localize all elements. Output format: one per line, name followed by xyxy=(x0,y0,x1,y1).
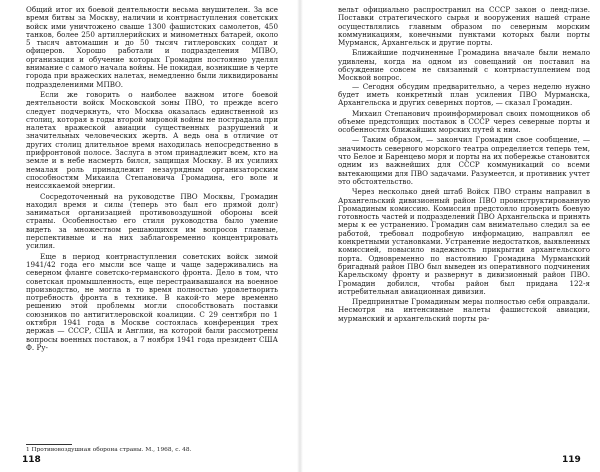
page-number: 119 xyxy=(562,455,581,465)
footnote-text: 1 Противовоздушная оборона страны. М., 1968, с. 48. xyxy=(26,447,192,453)
footnote xyxy=(26,444,206,454)
footnote-rule xyxy=(26,444,72,445)
paragraph: Сосредоточенный на руководстве ПВО Москвы, Громадин находил время и силы (теперь это был его прямой долг) заниматься организацией противовоздушной обороны всей страны. Особенностью его стиля руководства было умение видеть за множеством решающихся им вопросов главные, перспективные и на них заблаговременно концентрировать усилия. xyxy=(26,191,278,251)
paragraph: вельт официально распространил на СССР закон о ленд-лизе. Поставки стратегического сырья и вооружения нашей стране осуществлялись главным образом по северным морским коммуникациям, конечными пунктами которых были порты Мурманск, Архангельск и другие порты. xyxy=(338,5,590,48)
right-text-column xyxy=(338,6,590,323)
paragraph: — Сегодня обсудим предварительно, а через неделю нужно будет иметь конкретный план усиления ПВО Мурманска, Архангельска и других северных портов, — сказал Громадин. xyxy=(338,81,590,108)
left-text-column xyxy=(26,6,278,352)
paragraph: Через несколько дней штаб Войск ПВО страны направил в Архангельский дивизионный район ПВО проинструктированную Громадиным комиссию. Комиссия предстояло проверить боевую готовность частей и подразделений ПВО Архангельска и принять меры к ее устранению. Громадин сам внимательно следил за ее работой, требовал подробную информацию, направлял ее конкретными установками. Устранение недостатков, выявленных комиссией, повысило надежность прикрытия архангельского порта. Одновременно по настоянию Громадина Мурманский бригадный район ПВО был выведен из оперативного подчинения Карельскому фронту и развернут в дивизионный район ПВО. Громадин добился, чтобы район был придана 122-я истребительная авиационная дивизия. xyxy=(338,187,590,296)
right-page xyxy=(300,0,600,472)
paragraph: — Таким образом, — закончил Громадин свое сообщение, — значимость северного морского театра определяется теперь тем, что Белое и Баренцево моря и порты на их побережье становятся одним из важнейших для СССР коммуникаций со всеми вытекающими для ПВО задачами. Разумеется, и противник учтет это обстоятельство. xyxy=(338,135,590,186)
paragraph: Ближайшие подчиненные Громадина вначале были немало удивлены, когда на одном из совещаний он поставил на обсуждение совсем не связанный с контрнаступлением под Москвой вопрос. xyxy=(338,48,590,83)
paragraph: Еще в период контрнаступления советских войск зимой 1941/42 года его мысли все чаще и чаще задерживались на северном фланге советско-германского фронта. Дело в том, что советская промышленность, еще перестраивавшаяся на военное производство, не могла в то время полностью удовлетворить потребность фронта в технике. В какой-то мере временно решению этой проблемы могли способствовать поставки союзников по антигитлеровской коалиции. С 29 сентября по 1 октября 1941 года в Москве состоялась конференция трех держав — СССР, США и Англии, на которой были рассмотрены вопросы военных поставок, а 7 ноября 1941 года президент США Ф. Ру- xyxy=(26,251,278,352)
page-number: 118 xyxy=(22,455,41,465)
paragraph: Михаил Степанович проинформировал своих помощников об объеме предстоящих поставок в СССР через северные порты и особенностях ближайших морских путей к ним. xyxy=(338,108,590,135)
paragraph: Общий итог их боевой деятельности весьма внушителен. За все время битвы за Москву, наличии и контрнаступления советских войск ими уничтожено свыше 1300 фашистских самолетов, 450 танков, более 250 артиллерийских и минометных батарей, около 5 тысяч автомашин и до 50 тысяч гитлеровских солдат и офицеров. Хорошо работали и подразделения МПВО, организация и обучение которых Громадин постоянно уделял внимание с самого начала войны. Не покидая, возникшие в черте города при вражеских налетах, немедленно были ликвидированы подразделениями МПВО. xyxy=(26,5,278,89)
paragraph: Если же говорить о наиболее важном итоге боевой деятельности войск Московской зоны ПВО, то прежде всего следует подчеркнуть, что Москва оказалась единственной из столиц, которая в годы второй мировой войны не пострадала при налетах вражеской авиации существенных разрушений и значительных человеческих жертв. А ведь она в отличие от других столиц длительное время находилась непосредственно в прифронтовой полосе. Заслуга в этом принадлежит всем, кто на земле и в небе насмерть бился, защищая Москву. В их усилиях немалая роль принадлежит незаурядным организаторским способностям Михаила Степановича Громадина, его воле и неиссякаемой энергии. xyxy=(26,89,278,191)
paragraph: Предпринятые Громадиным меры полностью себя оправдали. Несмотря на интенсивные налеты фашистской авиации, мурманский и архангельский порты ра- xyxy=(338,297,590,323)
